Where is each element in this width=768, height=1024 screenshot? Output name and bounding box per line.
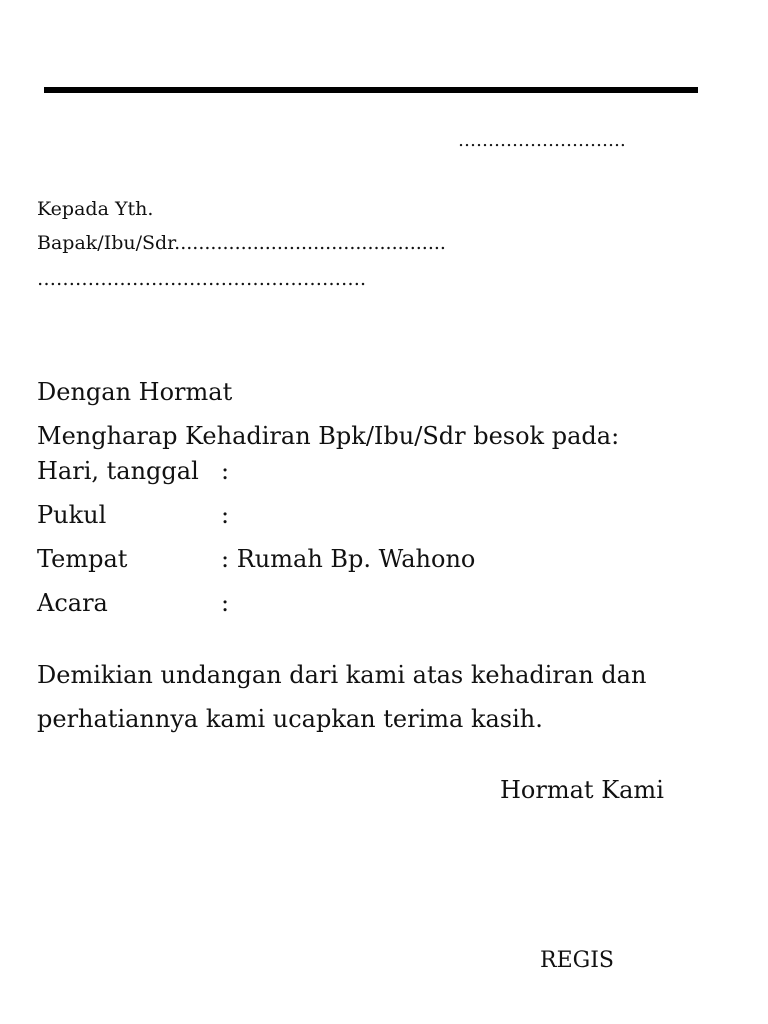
regards: Hormat Kami (500, 776, 664, 804)
closing-line-1: Demikian undangan dari kami atas kehadiran dan (37, 661, 647, 689)
field-separator: : (221, 589, 230, 617)
field-hari-tanggal (37, 449, 229, 493)
greeting: Dengan Hormat (37, 378, 233, 406)
request-text: Mengharap Kehadiran Bpk/Ibu/Sdr besok pada: (37, 422, 620, 450)
field-acara (37, 581, 229, 625)
field-label: Acara (37, 589, 108, 617)
field-label: Pukul (37, 501, 107, 529)
field-separator: : (221, 545, 230, 573)
date-placeholder: ………………………. (458, 130, 626, 151)
field-value: Rumah Bp. Wahono (229, 545, 476, 573)
signer-name: REGIS (540, 948, 614, 973)
recipient-name-line: Bapak/Ibu/Sdr............................................. (37, 232, 446, 254)
field-pukul (37, 493, 229, 537)
field-separator: : (221, 501, 230, 529)
field-separator: : (221, 457, 230, 485)
field-label: Hari, tanggal (37, 457, 199, 485)
closing-line-2: perhatiannya kami ucapkan terima kasih. (37, 705, 543, 733)
field-tempat (37, 537, 475, 581)
header-rule (44, 87, 698, 93)
recipient-salutation: Kepada Yth. (37, 198, 154, 220)
field-label: Tempat (37, 545, 128, 573)
recipient-address-line: ……………………………………………. (37, 268, 367, 290)
